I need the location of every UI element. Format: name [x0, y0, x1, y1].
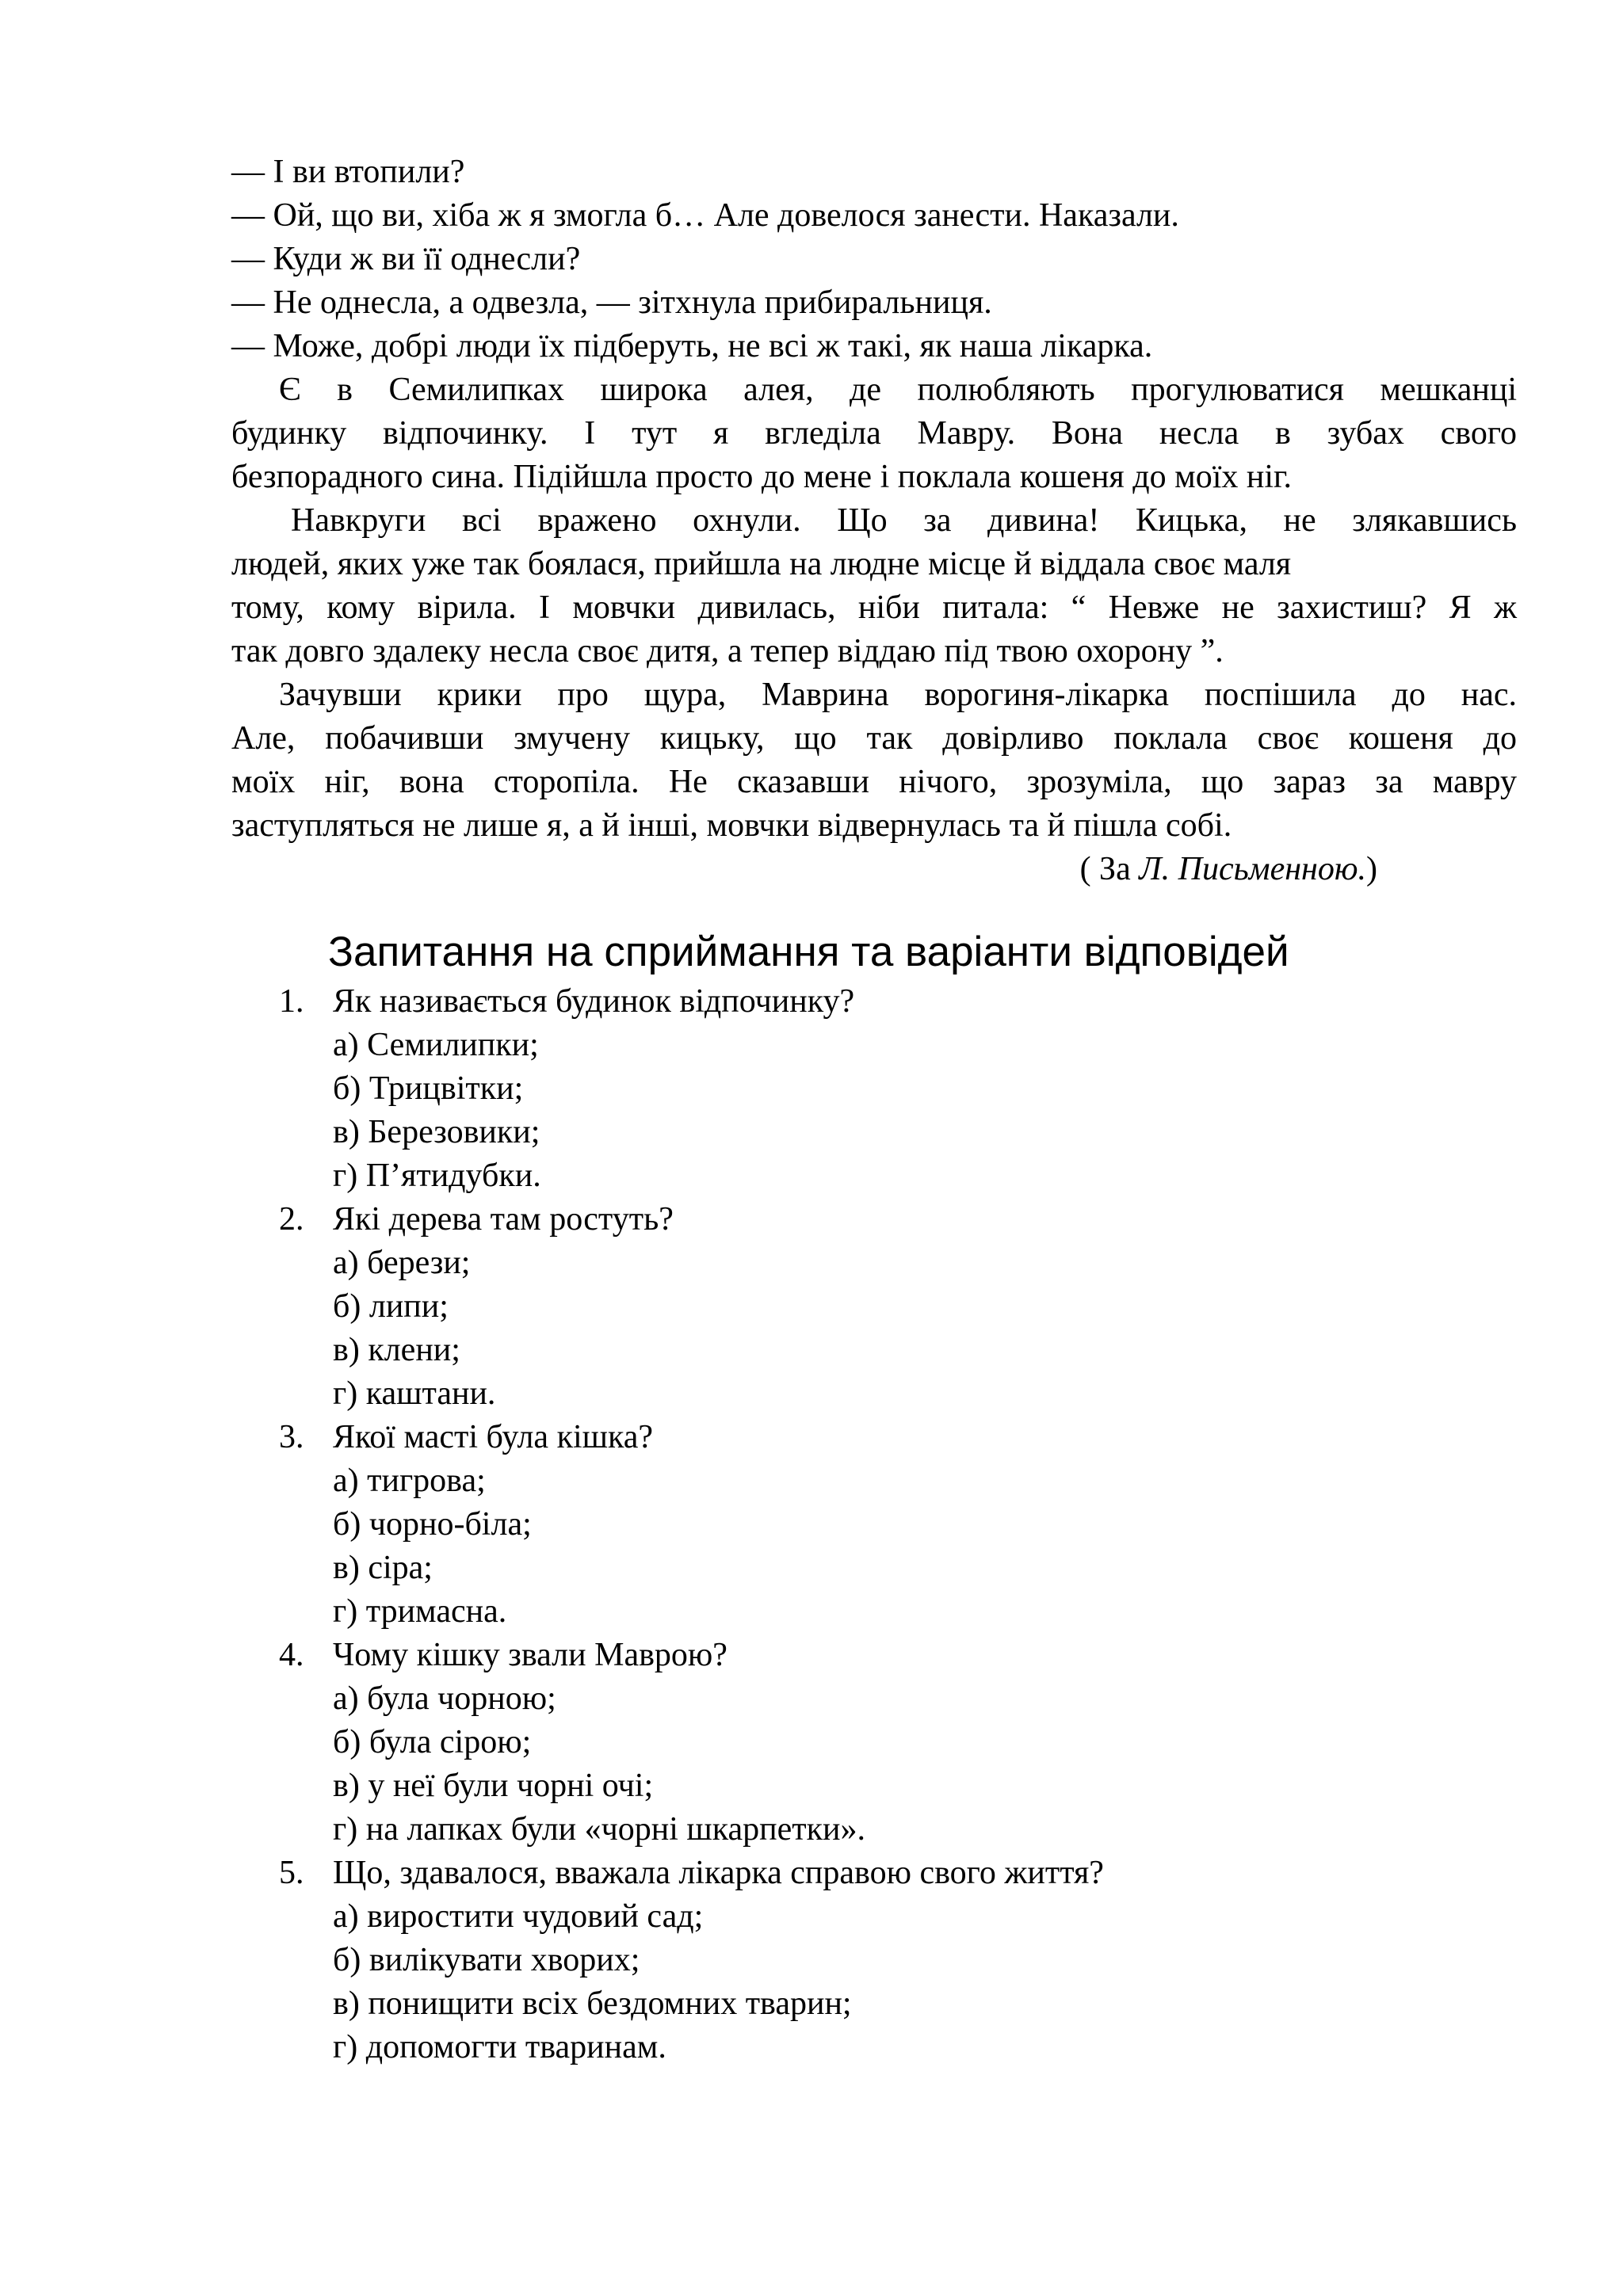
answer-option: б) липи;: [333, 1288, 449, 1325]
dialogue-line: — Куди ж ви її однесли?: [231, 241, 581, 277]
paragraph-line: заступляться не лише я, а й інші, мовчки відвернулась та й пішла собі.: [231, 807, 1232, 844]
question-text: [231, 1634, 1517, 1677]
question-text: [231, 1416, 1517, 1459]
section-title: Запитання на сприймання та варіанти відповідей: [328, 929, 1289, 975]
answer-option: г) каштани.: [333, 1375, 496, 1412]
question-item: [231, 980, 1517, 1198]
attribution-prefix: ( За: [1079, 851, 1140, 887]
question-label: Чому кішку звали Маврою?: [333, 1637, 727, 1673]
answer-option: б) була сірою;: [333, 1724, 532, 1760]
answer-option: а) була чорною;: [333, 1680, 556, 1717]
answer-option: а) Семилипки;: [333, 1027, 539, 1063]
answer-option: в) у неї були чорні очі;: [333, 1768, 654, 1804]
question-number: 4.: [279, 1637, 304, 1673]
answer-option: б) вилікувати хворих;: [333, 1942, 640, 1978]
answer-option: в) клени;: [333, 1332, 460, 1368]
paragraph-line: так довго здалеку несла своє дитя, а тепер віддаю під твою охорону ”.: [231, 633, 1224, 669]
document-page: [231, 151, 1517, 2069]
question-text: [231, 1198, 1517, 1241]
paragraph-line: людей, яких уже так боялася, прийшла на людне місце й віддала своє маля: [231, 546, 1292, 582]
paragraph-line: Є в Семилипках широка алея, де полюбляють прогулюватися мешканці: [279, 372, 1517, 408]
paragraph-line: Зачувши крики про щура, Маврина ворогиня-лікарка поспішила до нас.: [279, 677, 1517, 713]
paragraph-line: будинку відпочинку. І тут я вгледіла Мавру. Вона несла в зубах свого: [231, 415, 1517, 452]
paragraph-line: Але, побачивши змучену кицьку, що так довірливо поклала своє кошеня до: [231, 720, 1517, 757]
answer-option: б) чорно-біла;: [333, 1506, 532, 1543]
paragraph-line: тому, кому вірила. І мовчки дивилась, ніби питала: “ Невже не захистиш? Я ж: [231, 589, 1517, 626]
paragraph-everyone-gasped: [231, 499, 1517, 673]
paragraph-line: моїх ніг, вона сторопіла. Не сказавши нічого, зрозуміла, що зараз за мавру: [231, 764, 1517, 800]
question-item: [231, 1198, 1517, 1416]
question-label: Як називається будинок відпочинку?: [333, 983, 855, 1020]
paragraph-doctor-rushed: [231, 673, 1517, 848]
attribution-suffix: ): [1366, 851, 1377, 887]
dialogue-line: — І ви втопили?: [231, 154, 465, 190]
answer-option: а) виростити чудовий сад;: [333, 1898, 704, 1935]
question-list: [231, 980, 1517, 2069]
question-number: 2.: [279, 1201, 304, 1238]
answer-option: в) понищити всіх бездомних тварин;: [333, 1985, 852, 2022]
answer-option: в) сіра;: [333, 1550, 433, 1586]
answer-option: г) на лапках були «чорні шкарпетки».: [333, 1811, 865, 1848]
question-text: [231, 1852, 1517, 1895]
source-attribution: [231, 848, 1517, 891]
question-item: [231, 1416, 1517, 1634]
question-item: [231, 1852, 1517, 2069]
question-number: 3.: [279, 1419, 304, 1455]
answer-option: б) Трицвітки;: [333, 1070, 524, 1107]
question-label: Що, здавалося, вважала лікарка справою свого життя?: [333, 1855, 1104, 1891]
question-label: Якої масті була кішка?: [333, 1419, 654, 1455]
dialogue-line: — Ой, що ви, хіба ж я змогла б… Але довелося занести. Наказали.: [231, 197, 1179, 234]
question-text: [231, 980, 1517, 1024]
attribution-author: Л. Письменною.: [1139, 851, 1366, 887]
answer-option: г) тримасна.: [333, 1593, 507, 1630]
question-item: [231, 1634, 1517, 1852]
answer-option: г) допомогти тваринам.: [333, 2029, 666, 2065]
dialogue-block: [231, 151, 1517, 368]
answer-option: в) Березовики;: [333, 1114, 540, 1150]
dialogue-line: — Не однесла, а одвезла, — зітхнула прибиральниця.: [231, 284, 992, 321]
dialogue-line: — Може, добрі люди їх підберуть, не всі ж такі, як наша лікарка.: [231, 328, 1153, 364]
question-label: Які дерева там ростуть?: [333, 1201, 674, 1238]
answer-option: а) берези;: [333, 1245, 471, 1281]
paragraph-line: Навкруги всі вражено охнули. Що за дивина! Кицька, не злякавшись: [291, 502, 1517, 539]
question-number: 5.: [279, 1855, 304, 1891]
question-number: 1.: [279, 983, 304, 1020]
paragraph-semylypky-alley: [231, 368, 1517, 499]
answer-option: а) тигрова;: [333, 1463, 486, 1499]
answer-option: г) П’ятидубки.: [333, 1158, 541, 1194]
paragraph-line: безпорадного сина. Підійшла просто до мене і поклала кошеня до моїх ніг.: [231, 459, 1292, 495]
